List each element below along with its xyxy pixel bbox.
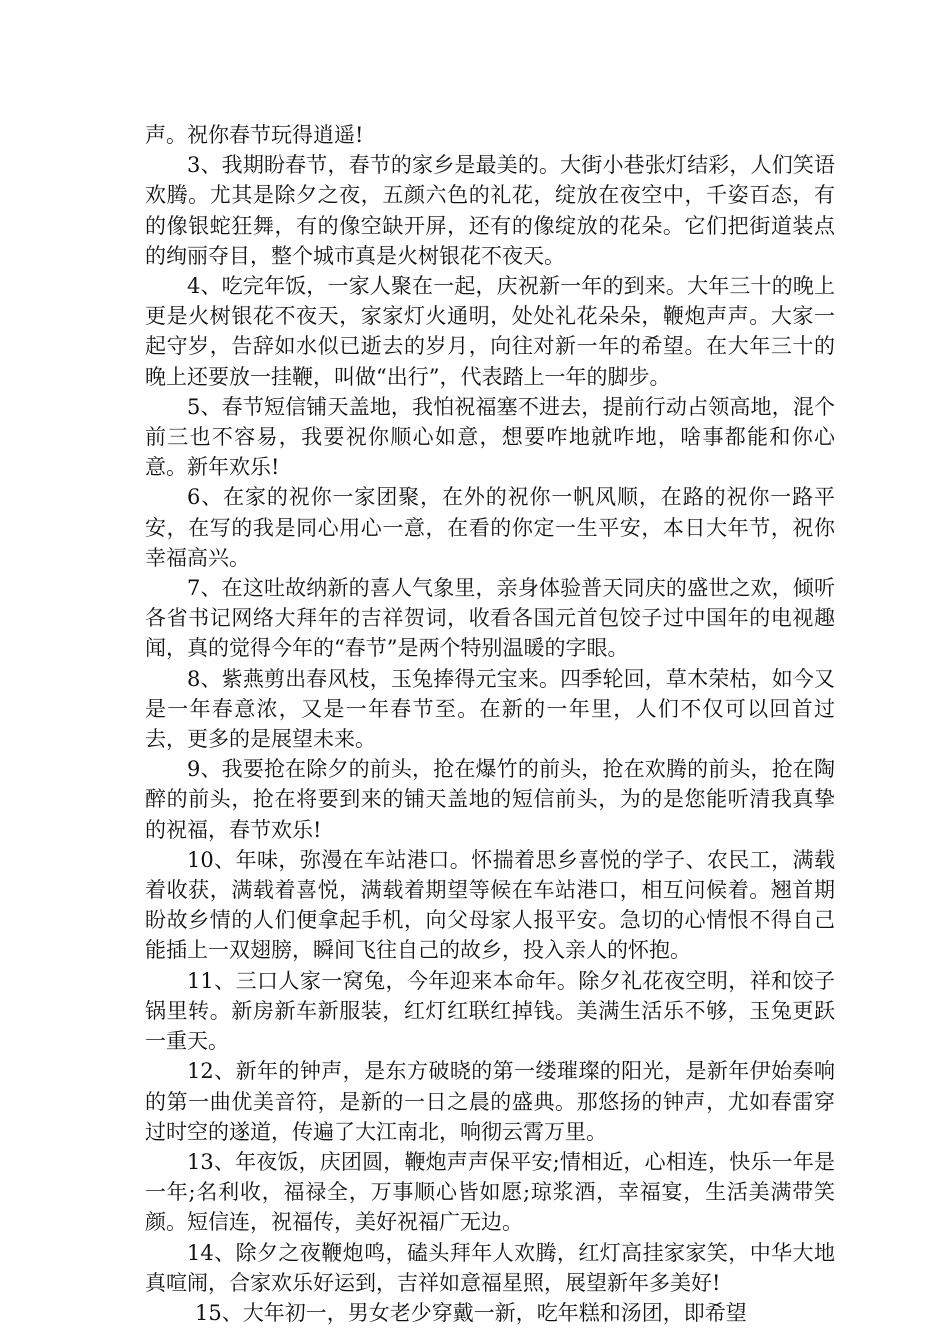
paragraph-12: 12、新年的钟声，是东方破晓的第一缕璀璨的阳光，是新年伊始奏响的第一曲优美音符，是新的一日之晨的盛典。那悠扬的钟声，尤如春雷穿过时空的遂道，传遍了大江南北，响彻云霄万里。 <box>145 1059 835 1144</box>
paragraph-13: 13、年夜饭，庆团圆，鞭炮声声保平安;情相近，心相连，快乐一年是一年;名利收，福禄全，万事顺心皆如愿;琼浆酒，幸福宴，生活美满带笑颜。短信连，祝福传，美好祝福广无边。 <box>145 1149 835 1235</box>
paragraph-11: 11、三口人家一窝兔，今年迎来本命年。除夕礼花夜空明，祥和饺子锅里转。新房新车新服装，红灯红联红掉钱。美满生活乐不够，玉兔更跃一重天。 <box>145 968 835 1054</box>
paragraph-continuation: 声。祝你春节玩得逍遥! <box>145 123 364 147</box>
document-page <box>145 120 835 1328</box>
paragraph-3: 3、我期盼春节，春节的家乡是最美的。大街小巷张灯结彩，人们笑语欢腾。尤其是除夕之夜，五颜六色的礼花，绽放在夜空中，千姿百态，有的像银蛇狂舞，有的像空缺开屏，还有的像绽放的花朵。它们把街道装点的绚丽夺目，整个城市真是火树银花不夜天。 <box>145 153 835 268</box>
paragraph-6: 6、在家的祝你一家团聚，在外的祝你一帆风顺，在路的祝你一路平安，在写的我是同心用心一意，在看的你定一生平安，本日大年节，祝你幸福高兴。 <box>145 485 835 570</box>
paragraph-4: 4、吃完年饭，一家人聚在一起，庆祝新一年的到来。大年三十的晚上更是火树银花不夜天，家家灯火通明，处处礼花朵朵，鞭炮声声。大家一起守岁，告辞如水似已逝去的岁月，向往对新一年的希望。在大年三十的晚上还要放一挂鞭，叫做“出行”，代表踏上一年的脚步。 <box>145 274 835 389</box>
paragraph-15: 15、大年初一，男女老少穿戴一新，吃年糕和汤团，即希望 <box>195 1300 747 1325</box>
paragraph-7: 7、在这吐故纳新的喜人气象里，亲身体验普天同庆的盛世之欢，倾听各省书记网络大拜年的吉祥贺词，收看各国元首包饺子过中国年的电视趣闻，真的觉得今年的“春节”是两个特别温暖的字眼。 <box>145 576 835 661</box>
paragraph-9: 9、我要抢在除夕的前头，抢在爆竹的前头，抢在欢腾的前头，抢在陶醉的前头，抢在将要到来的铺天盖地的短信前头，为的是您能听清我真挚的祝福，春节欢乐! <box>145 757 835 842</box>
paragraph-14: 14、除夕之夜鞭炮鸣，磕头拜年人欢腾，红灯高挂家家笑，中华大地真喧闹，合家欢乐好运到，吉祥如意福星照，展望新年多美好! <box>145 1240 835 1295</box>
paragraph-10: 10、年味，弥漫在车站港口。怀揣着思乡喜悦的学子、农民工，满载着收获，满载着喜悦，满载着期望等候在车站港口，相互问候着。翘首期盼故乡情的人们便拿起手机，向父母家人报平安。急切的心情恨不得自己能插上一双翅膀，瞬间飞往自己的故乡，投入亲人的怀抱。 <box>145 847 835 963</box>
paragraph-8: 8、紫燕剪出春风枝，玉兔捧得元宝来。四季轮回，草木荣枯，如今又是一年春意浓，又是一年春节至。在新的一年里，人们不仅可以回首过去，更多的是展望未来。 <box>145 666 835 752</box>
paragraph-5: 5、春节短信铺天盖地，我怕祝福塞不进去，提前行动占领高地，混个前三也不容易，我要祝你顺心如意，想要咋地就咋地，啥事都能和你心意。新年欢乐! <box>145 394 835 480</box>
